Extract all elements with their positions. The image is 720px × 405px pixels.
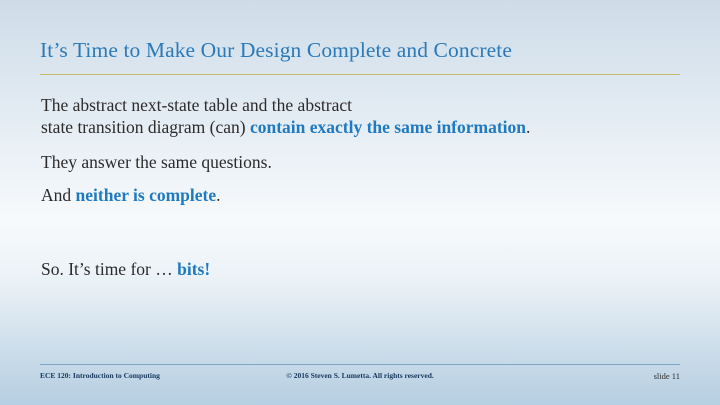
paragraph-3: [41, 184, 661, 206]
paragraph-3-period: .: [216, 185, 221, 205]
footer-divider: [40, 364, 680, 365]
paragraph-1-line-1: The abstract next-state table and the abstract: [41, 95, 352, 115]
paragraph-3-lead: And: [41, 185, 76, 205]
paragraph-4-lead: So. It’s time for …: [41, 259, 178, 279]
page-title: It’s Time to Make Our Design Complete and Concrete: [40, 38, 512, 62]
title-divider: [40, 74, 680, 75]
paragraph-1-highlight: contain exactly the same information: [249, 117, 527, 137]
slide-number: slide 11: [653, 371, 680, 381]
footer-course: ECE 120: Introduction to Computing: [40, 371, 160, 380]
slide-footer: [40, 371, 680, 389]
footer-copyright: © 2016 Steven S. Lumetta. All rights reserved.: [286, 371, 434, 380]
paragraph-1-period: .: [526, 117, 531, 137]
paragraph-2: They answer the same questions.: [41, 152, 272, 172]
slide-body: [41, 94, 661, 293]
paragraph-1: [41, 94, 661, 138]
paragraph-4-highlight: bits!: [177, 259, 211, 279]
paragraph-4: [41, 258, 661, 280]
paragraph-1-line-2: state transition diagram (can): [41, 117, 250, 137]
paragraph-3-highlight: neither is complete: [75, 185, 217, 205]
spacer: [41, 217, 661, 239]
